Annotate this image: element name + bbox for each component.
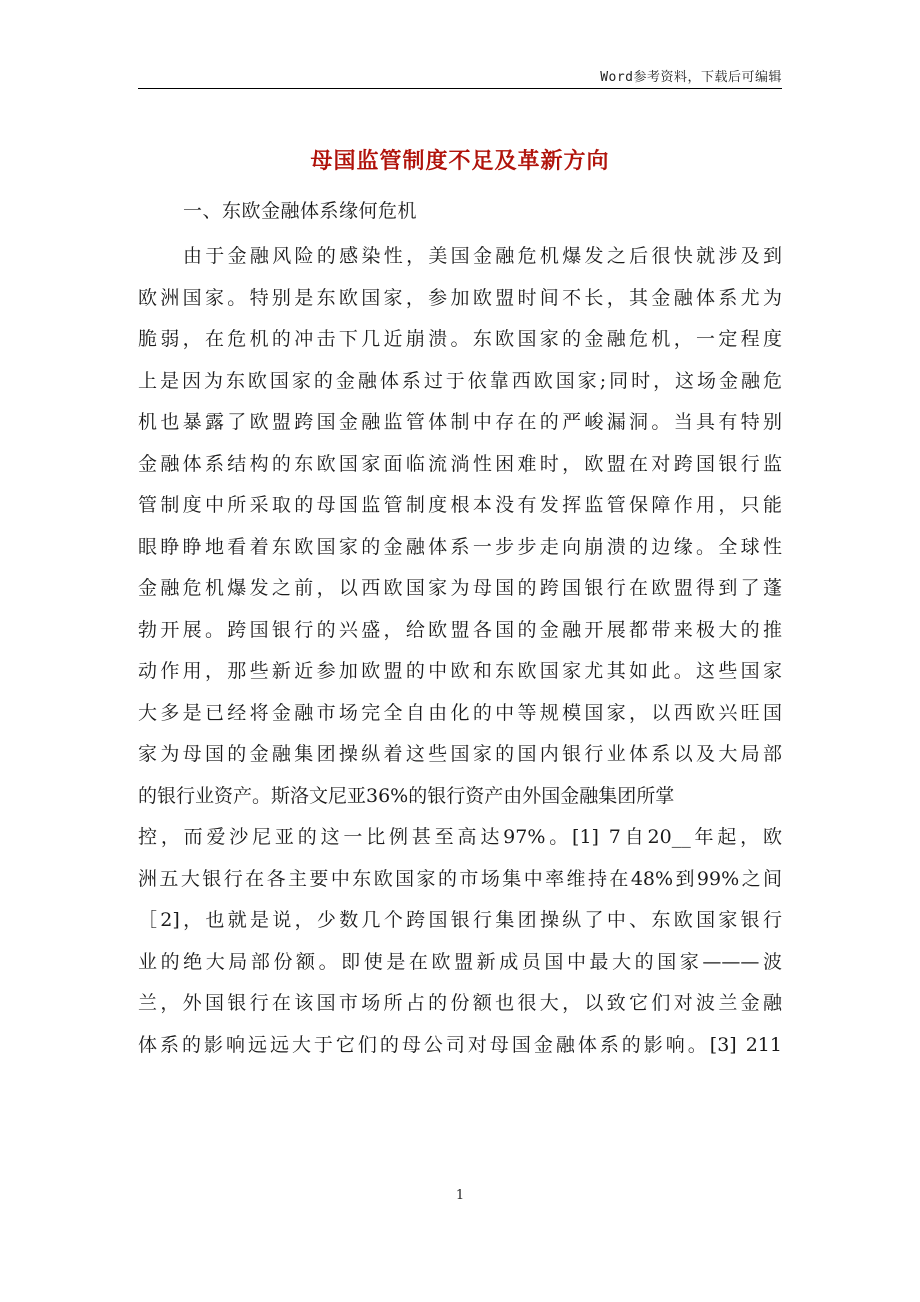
paragraph-line: 由于金融风险的感染性，美国金融危机爆发之后很快就涉及到 (183, 245, 782, 267)
paragraph-line: 洲五大银行在各主要中东欧国家的市场集中率维持在48%到99%之间 (138, 867, 782, 890)
paragraph-line: 欧洲国家。特别是东欧国家，参加欧盟时间不长，其金融体系尤为 (138, 286, 782, 309)
section-heading: 一、东欧金融体系缘何危机 (183, 200, 418, 222)
paragraph-line: 大多是已经将金融市场完全自由化的中等规模国家，以西欧兴旺国 (138, 701, 782, 724)
paragraph-line: 金融体系结构的东欧国家面临流淌性困难时，欧盟在对跨国银行监 (138, 452, 782, 475)
paragraph-line: 动作用，那些新近参加欧盟的中欧和东欧国家尤其如此。这些国家 (138, 660, 782, 682)
paragraph-line: 兰，外国银行在该国市场所占的份额也很大，以致它们对波兰金融 (138, 992, 782, 1014)
paragraph-line: 管制度中所采取的母国监管制度根本没有发挥监管保障作用，只能 (138, 494, 782, 516)
body-paragraph (138, 236, 782, 1066)
paragraph-line: 体系的影响远远大于它们的母公司对母国金融体系的影响。[3] 211 (138, 1033, 782, 1056)
paragraph-line: ［2]，也就是说，少数几个跨国银行集团操纵了中、东欧国家银行 (138, 909, 782, 931)
page-header (138, 64, 782, 89)
paragraph-line: 控，而爱沙尼亚的这一比例甚至高达97%。[1] 7自20__年起，欧 (138, 826, 782, 848)
paragraph-line: 勃开展。跨国银行的兴盛，给欧盟各国的金融开展都带来极大的推 (138, 618, 782, 641)
paragraph-line: 业的绝大局部份额。即使是在欧盟新成员国中最大的国家———波 (138, 950, 782, 973)
document-title: 母国监管制度不足及革新方向 (310, 149, 610, 174)
paragraph-line: 的银行业资产。斯洛文尼亚36%的银行资产由外国金融集团所掌 (138, 784, 675, 807)
paragraph-line: 家为母国的金融集团操纵着这些国家的国内银行业体系以及大局部 (138, 743, 782, 765)
paragraph-line: 机也暴露了欧盟跨国金融监管体制中存在的严峻漏洞。当具有特别 (138, 411, 782, 433)
header-text: Word参考资料，下载后可编辑 (600, 70, 782, 85)
paragraph-line: 金融危机爆发之前，以西欧国家为母国的跨国银行在欧盟得到了蓬 (138, 577, 782, 599)
page-number: 1 (455, 1188, 465, 1203)
paragraph-line: 脆弱，在危机的冲击下几近崩溃。东欧国家的金融危机，一定程度 (138, 328, 782, 350)
paragraph-line: 上是因为东欧国家的金融体系过于依靠西欧国家;同时，这场金融危 (138, 369, 782, 392)
paragraph-line: 眼睁睁地看着东欧国家的金融体系一步步走向崩溃的边缘。全球性 (138, 535, 782, 558)
